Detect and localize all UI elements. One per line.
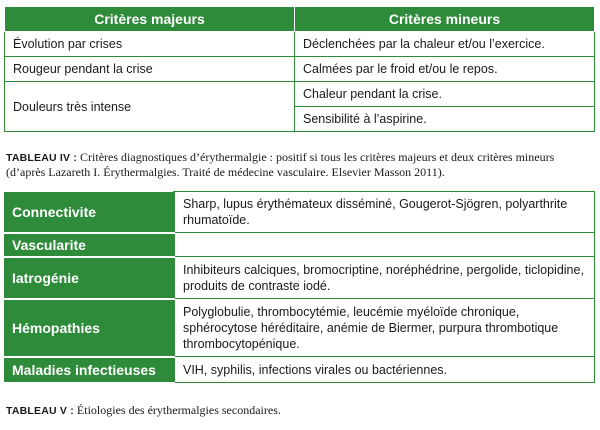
category-cell: Connectivite [4,192,174,233]
category-cell: Vascularite [4,233,174,257]
minor-criterion-cell: Sensibilité à l’aspirine. [295,107,595,132]
minor-criterion-cell: Chaleur pendant la crise. [295,82,595,107]
diagnostic-criteria-table [4,6,595,132]
table-v-caption [6,403,596,418]
table-row [4,257,595,299]
table-row [5,57,595,82]
table-row [4,233,595,257]
table-row [5,32,595,57]
table-iv-caption [6,150,596,179]
table-row [4,357,595,383]
caption-label: TABLEAU IV : [6,152,78,164]
value-cell: Sharp, lupus érythémateux disséminé, Gougerot-Sjögren, polyarthrite rhumatoïde. [174,192,595,233]
category-cell: Maladies infectieuses [4,357,174,383]
table-row [4,192,595,233]
minor-criteria-header: Critères mineurs [295,7,595,32]
caption-text: Étiologies des érythermalgies secondaires. [76,403,281,417]
major-criterion-cell: Douleurs très intense [5,82,295,132]
value-cell [174,233,595,257]
caption-text: Critères diagnostiques d’érythermalgie : positif si tous les critères majeurs et deux critères mineurs (d’après Lazareth I. Érythermalgies. Traité de médecine vasculaire. Elsevier Masson 2011). [6,150,555,179]
table-header-row [5,7,595,32]
caption-label: TABLEAU V : [6,405,74,417]
value-cell: Polyglobulie, thrombocytémie, leucémie myéloïde chronique, sphérocytose héréditaire, anémie de Biermer, purpura thrombotique thrombocytopénique. [174,299,595,357]
table-row [5,82,595,107]
etiologies-table [4,191,595,384]
major-criterion-cell: Évolution par crises [5,32,295,57]
category-cell: Hémopathies [4,299,174,357]
value-cell: VIH, syphilis, infections virales ou bactériennes. [174,357,595,383]
major-criteria-header: Critères majeurs [5,7,295,32]
major-criterion-cell: Rougeur pendant la crise [5,57,295,82]
category-cell: Iatrogénie [4,257,174,299]
minor-criterion-cell: Calmées par le froid et/ou le repos. [295,57,595,82]
table-row [4,299,595,357]
minor-criterion-cell: Déclenchées par la chaleur et/ou l’exercice. [295,32,595,57]
value-cell: Inhibiteurs calciques, bromocriptine, noréphédrine, pergolide, ticlopidine, produits de contraste iodé. [174,257,595,299]
